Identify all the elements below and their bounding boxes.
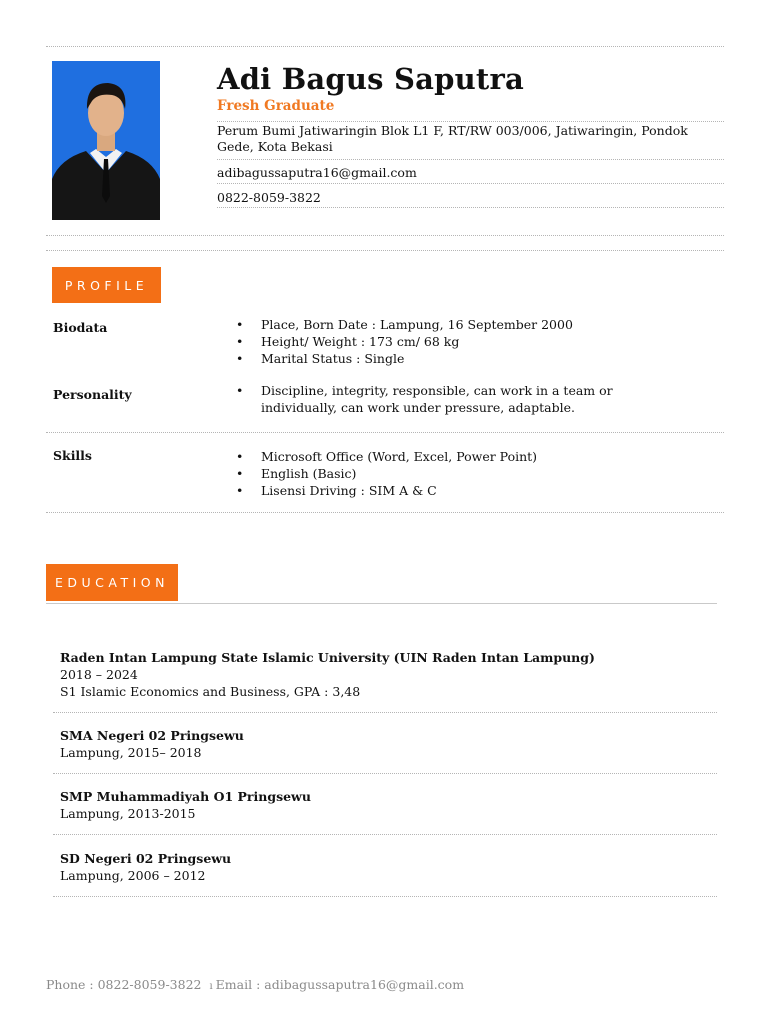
candidate-role: Fresh Graduate bbox=[217, 98, 335, 114]
school-name: SD Negeri 02 Pringsewu bbox=[60, 851, 232, 866]
personality-list bbox=[236, 382, 680, 416]
profile-heading: PROFILE bbox=[52, 267, 161, 303]
header-divider bbox=[217, 159, 724, 160]
bullet-icon: • bbox=[236, 317, 244, 332]
list-item: • Place, Born Date : Lampung, 16 September 2000 bbox=[236, 317, 573, 332]
list-item: • Height/ Weight : 173 cm/ 68 kg bbox=[236, 334, 460, 349]
education-years: 2018 – 2024 bbox=[60, 667, 138, 682]
education-entry bbox=[60, 649, 595, 700]
header-divider bbox=[217, 183, 724, 184]
page-footer bbox=[46, 977, 464, 992]
top-divider bbox=[46, 46, 724, 47]
candidate-name: Adi Bagus Saputra bbox=[217, 62, 524, 96]
list-item: • Discipline, integrity, responsible, can work in a team or individually, can work under pressure, adaptable. bbox=[236, 383, 613, 415]
education-years: Lampung, 2013-2015 bbox=[60, 806, 196, 821]
address-text: Perum Bumi Jatiwaringin Blok L1 F, RT/RW 003/006, Jatiwaringin, Pondok Gede, Kota Bekasi bbox=[217, 123, 688, 154]
education-divider bbox=[53, 834, 717, 835]
education-entry bbox=[60, 850, 231, 884]
profile-divider bbox=[46, 432, 724, 433]
education-divider bbox=[53, 712, 717, 713]
personality-label: Personality bbox=[53, 387, 132, 402]
education-divider bbox=[53, 896, 717, 897]
education-years: Lampung, 2006 – 2012 bbox=[60, 868, 206, 883]
bullet-icon: • bbox=[236, 483, 244, 498]
header-divider bbox=[217, 207, 724, 208]
section-divider bbox=[46, 250, 724, 251]
list-item: • Lisensi Driving : SIM A & C bbox=[236, 483, 437, 498]
education-years: Lampung, 2015– 2018 bbox=[60, 745, 202, 760]
bullet-icon: • bbox=[236, 351, 244, 366]
school-name: SMP Muhammadiyah O1 Pringsewu bbox=[60, 789, 311, 804]
skills-label: Skills bbox=[53, 448, 92, 463]
phone-text: 0822-8059-3822 bbox=[217, 190, 321, 205]
profile-photo bbox=[52, 61, 160, 220]
header-divider bbox=[217, 121, 724, 122]
list-item: • Marital Status : Single bbox=[236, 351, 405, 366]
section-divider bbox=[46, 235, 724, 236]
skills-list bbox=[236, 448, 680, 499]
email-text: adibagussaputra16@gmail.com bbox=[217, 165, 417, 180]
school-name: Raden Intan Lampung State Islamic University (UIN Raden Intan Lampung) bbox=[60, 650, 595, 665]
profile-divider bbox=[46, 512, 724, 513]
list-item: • Microsoft Office (Word, Excel, Power Point) bbox=[236, 449, 538, 464]
biodata-list bbox=[236, 316, 680, 367]
school-name: SMA Negeri 02 Pringsewu bbox=[60, 728, 244, 743]
biodata-label: Biodata bbox=[53, 320, 108, 335]
bullet-icon: • bbox=[236, 334, 244, 349]
bullet-icon: • bbox=[236, 466, 244, 481]
footer-separator: ı bbox=[209, 981, 213, 992]
portrait-image bbox=[52, 61, 160, 220]
education-degree: S1 Islamic Economics and Business, GPA : 3,48 bbox=[60, 684, 361, 699]
footer-phone: Phone : 0822-8059-3822 bbox=[46, 977, 202, 992]
list-item: • English (Basic) bbox=[236, 466, 357, 481]
education-divider bbox=[53, 773, 717, 774]
bullet-icon: • bbox=[236, 383, 244, 398]
education-entry bbox=[60, 788, 311, 822]
bullet-icon: • bbox=[236, 449, 244, 464]
education-entry bbox=[60, 727, 244, 761]
footer-email: Email : adibagussaputra16@gmail.com bbox=[215, 977, 465, 992]
education-rule bbox=[46, 603, 717, 604]
education-heading: EDUCATION bbox=[46, 564, 178, 601]
